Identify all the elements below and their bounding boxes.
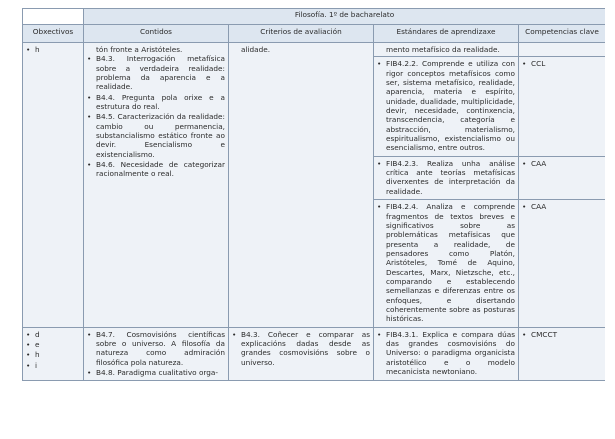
table-row (23, 327, 606, 381)
list-item: • B4.4. Pregunta pola orixe e a estrutura do real. (87, 92, 225, 112)
objectives-cell (23, 43, 84, 328)
list-item: • FIB4.2.4. Analiza e comprende fragmentos de textos breves e significativos sobre as problemáticas metafísicas que presenta a realidade, de pensadores como Platón, Aristóteles, Tomé de Aquino, Descartes, Marx, Nietzsche, etc., comparando e establecendo semellanzas e diferenzas entre os enfoques, e disertando coherentemente sobre as posturas históricas. (377, 202, 515, 324)
list-item: • CAA (522, 158, 547, 168)
objectives-cell (23, 327, 84, 381)
standard-cell (374, 200, 519, 327)
standard-continuation: mento metafísico da realidade. (386, 45, 500, 54)
table-header-row (23, 25, 606, 43)
standard-cell (374, 327, 519, 381)
competence-cell (519, 327, 606, 381)
criteria-cell (229, 327, 374, 381)
list-item: • B4.8. Paradigma cualitativo orga- (87, 368, 219, 377)
title-blank-cell (23, 9, 84, 25)
table-row (23, 43, 606, 57)
standard-cell (374, 156, 519, 199)
header-objectives: Obxectivos (23, 25, 84, 43)
header-criteria: Criterios de avaliación (229, 25, 374, 43)
list-item: • h (26, 45, 40, 54)
competence-cell (519, 57, 606, 156)
standard-cell (374, 43, 519, 57)
list-item: • B4.3. Coñecer e comparar as explicacións dadas desde as grandes cosmovisións sobre o universo. (232, 329, 370, 367)
contents-continuation: tón fronte a Aristóteles. (96, 45, 183, 54)
list-item: • CMCCT (522, 329, 558, 339)
competence-cell (519, 43, 606, 57)
header-standards: Estándares de aprendizaxe (374, 25, 519, 43)
criteria-cell (229, 43, 374, 328)
list-item: • d (26, 329, 40, 339)
bullet-icon: • (26, 45, 31, 54)
header-competences: Competencias clave (519, 25, 606, 43)
list-item: • h (26, 350, 40, 360)
list-item: • B4.7. Cosmovisións científicas sobre o universo. A filosofía da natureza como admiración filosófica pola natureza. (87, 329, 225, 367)
contents-cell (84, 327, 229, 381)
table-title-row (23, 9, 606, 25)
list-item: • FIB4.2.2. Comprende e utiliza con rigor conceptos metafísicos como ser, sistema metafísico, realidade, aparencia, materia e espírito, unidade, dualidade, multiplicidade, devir, necesidade, continxencia, transcendencia, categoría e abstracción, materialismo, espiritualismo, existencialismo ou esencialismo, entre outros. (377, 59, 515, 153)
list-item: • CCL (522, 59, 546, 69)
contents-cell (84, 43, 229, 328)
list-item: • FIB4.3.1. Explica e compara dúas das grandes cosmovisións do Universo: o paradigma organicista aristotélico e o modelo mecanicista newtoniano. (377, 329, 515, 376)
table-title: Filosofía. 1º de bacharelato (84, 9, 606, 25)
competence-cell (519, 200, 606, 327)
list-item: • B4.5. Caracterización da realidade: cambio ou permanencia, substancialismo estático fronte ao devir. Esencialismo e existencialismo. (87, 112, 225, 159)
standard-cell (374, 57, 519, 156)
criteria-continuation: alidade. (241, 45, 271, 54)
curriculum-table-frame (22, 8, 605, 408)
competence-cell (519, 156, 606, 199)
list-item: • e (26, 339, 40, 349)
list-item: • B4.3. Interrogación metafísica sobre a verdadeira realidade: problema da aparencia e a realidade. (87, 54, 225, 92)
list-item: • i (26, 360, 38, 370)
list-item: • B4.6. Necesidade de categorizar racionalmente o real. (87, 160, 225, 179)
list-item: • CAA (522, 202, 547, 212)
curriculum-table (22, 8, 605, 381)
header-contents: Contidos (84, 25, 229, 43)
list-item: • FIB4.2.3. Realiza unha análise crítica ante teorías metafísicas diverxentes de interpretación da realidade. (377, 158, 515, 196)
